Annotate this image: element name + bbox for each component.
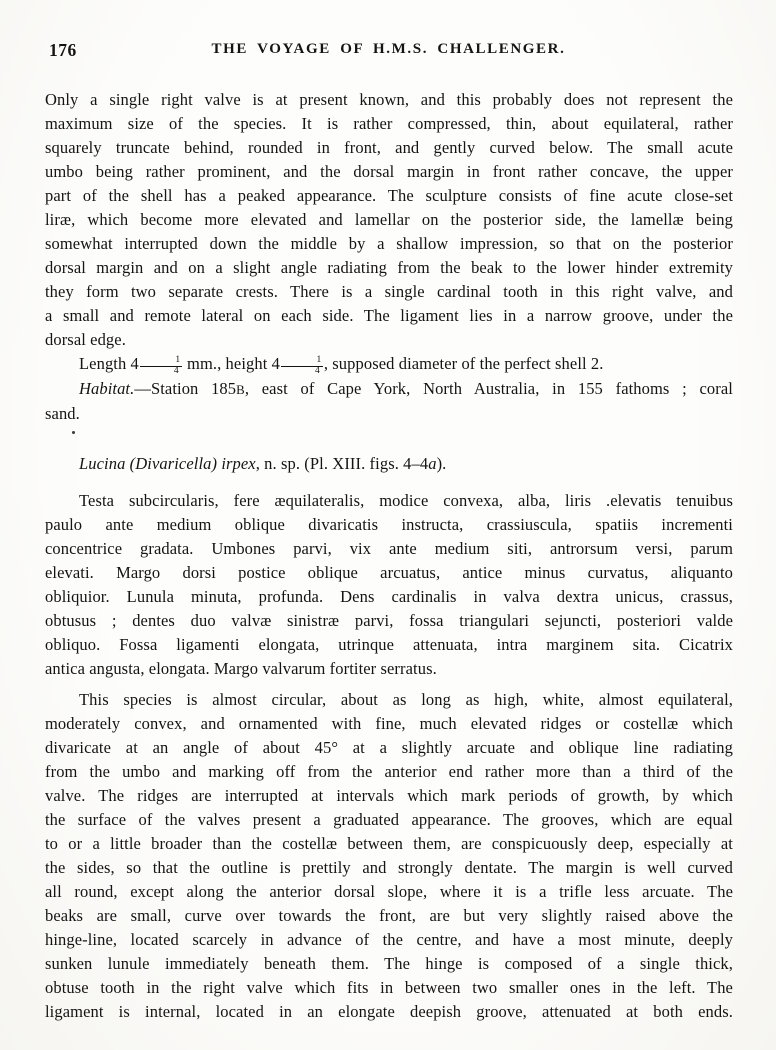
text-line: This species is almost circular, about as long as high, white, almost equilateral, [79, 689, 733, 709]
para-description-continued [45, 88, 733, 352]
small-caps-text: B [236, 382, 245, 397]
text-line: antica angusta, elongata. Margo valvarum fortiter serratus. [45, 658, 437, 678]
text-line: obtuse tooth in the right valve which fits in between two smaller ones in the left. The [45, 977, 733, 997]
para-habitat [45, 377, 733, 426]
text-line: dorsal margin and on a slight angle radiating from the beak to the lower hinder extremity [45, 258, 733, 277]
text-line: part of the shell has a peaked appearance. The sculpture consists of fine acute close-set [45, 186, 733, 205]
italic-text: Habitat. [79, 378, 135, 398]
stacked-fraction: $\frac{1}{4}$ [281, 356, 323, 377]
text-line: dorsal edge. [45, 330, 126, 349]
text-line: liræ, which become more elevated and lamellar on the posterior side, the lamellæ being [45, 210, 733, 229]
text-line: ligament is internal, located in an elongate deepish groove, attenuated at both ends. [45, 1001, 733, 1021]
text-line: a small and remote lateral on each side. The ligament lies in a narrow groove, under the [45, 306, 733, 325]
text-line: all round, except along the anterior dorsal slope, where it is a trifle less arcuate. The [45, 881, 733, 901]
text-line: paulo ante medium oblique divaricatis instructa, crassiuscula, spatiis incrementi [45, 514, 733, 534]
text-line: they form two separate crests. There is a single cardinal tooth in this right valve, and [45, 282, 733, 301]
text-line: divaricate at an angle of about 45° at a slightly arcuate and oblique line radiating [45, 737, 733, 757]
heading-species [45, 452, 733, 476]
text-line: somewhat interrupted down the middle by a shallow impression, so that on the posterior [45, 234, 733, 253]
page-number: 176 [49, 40, 77, 60]
para-latin-diagnosis [45, 489, 733, 681]
text-line: obtusus ; dentes duo valvæ sinistræ parvi, fossa triangulari sejuncti, posteriori valde [45, 610, 733, 630]
italic-text: a [428, 453, 437, 473]
para-english-description [45, 688, 733, 1024]
text-line: squarely truncate behind, rounded in front, and gently curved below. The small acute [45, 138, 733, 157]
text-line: Habitat.—Station 185B, east of Cape York, North Australia, in 155 fathoms ; coral [79, 378, 733, 398]
running-title: THE VOYAGE OF H.M.S. CHALLENGER. [211, 41, 566, 57]
text-line: to or a little broader than the costellæ between them, are conspicuously deep, especially at [45, 833, 733, 853]
text-line: beaks are small, curve over towards the front, are but very slightly raised above the [45, 905, 733, 925]
text-line: the surface of the valves present a graduated appearance. The grooves, which are equal [45, 809, 733, 829]
text-line: Only a single right valve is at present known, and this probably does not represent the [45, 90, 733, 109]
text-line: sunken lunule immediately beneath them. The hinge is composed of a single thick, [45, 953, 733, 973]
text-line: sand. [45, 403, 80, 423]
text-line: concentrice gradata. Umbones parvi, vix ante medium siti, antrorsum versi, parum [45, 538, 733, 558]
text-line: obliquo. Fossa ligamenti elongata, utrinque attenuata, intra marginem sita. Cicatrix [45, 634, 733, 654]
stacked-fraction: $\frac{1}{4}$ [140, 356, 182, 377]
text-line: valve. The ridges are interrupted at intervals which mark periods of growth, by which [45, 785, 733, 805]
text-line: Testa subcircularis, fere æquilateralis, modice convexa, alba, liris .elevatis tenuibus [79, 490, 733, 510]
text-line: the sides, so that the outline is prettily and strongly dentate. The margin is well curved [45, 857, 733, 877]
page-body [45, 88, 733, 1024]
italic-text: Lucina (Divaricella) irpex [79, 453, 256, 473]
text-line: moderately convex, and ornamented with fine, much elevated ridges or costellæ which [45, 713, 733, 733]
text-line: elevati. Margo dorsi postice oblique arcuatus, antice minus curvatus, aliquanto [45, 562, 733, 582]
page-header [45, 40, 732, 62]
text-line: Length 4 $\frac{1}{4}$ mm., height 4 $\frac{1}{4}$ , supposed diameter of the perfect shell 2. [79, 354, 604, 376]
text-line: obliquior. Lunula minuta, profunda. Dens cardinalis in valva dextra unicus, crassus, [45, 586, 733, 606]
text-line: Lucina (Divaricella) irpex, n. sp. (Pl. XIII. figs. 4–4a). [79, 453, 447, 473]
text-line: umbo being rather prominent, and the dorsal margin in front rather concave, the upper [45, 162, 733, 181]
text-line: from the umbo and marking off from the anterior end rather more than a third of the [45, 761, 733, 781]
text-line: maximum size of the species. It is rather compressed, thin, about equilateral, rather [45, 114, 733, 133]
para-measurements [45, 352, 733, 377]
text-line: hinge-line, located scarcely in advance of the centre, and have a most minute, deeply [45, 929, 733, 949]
